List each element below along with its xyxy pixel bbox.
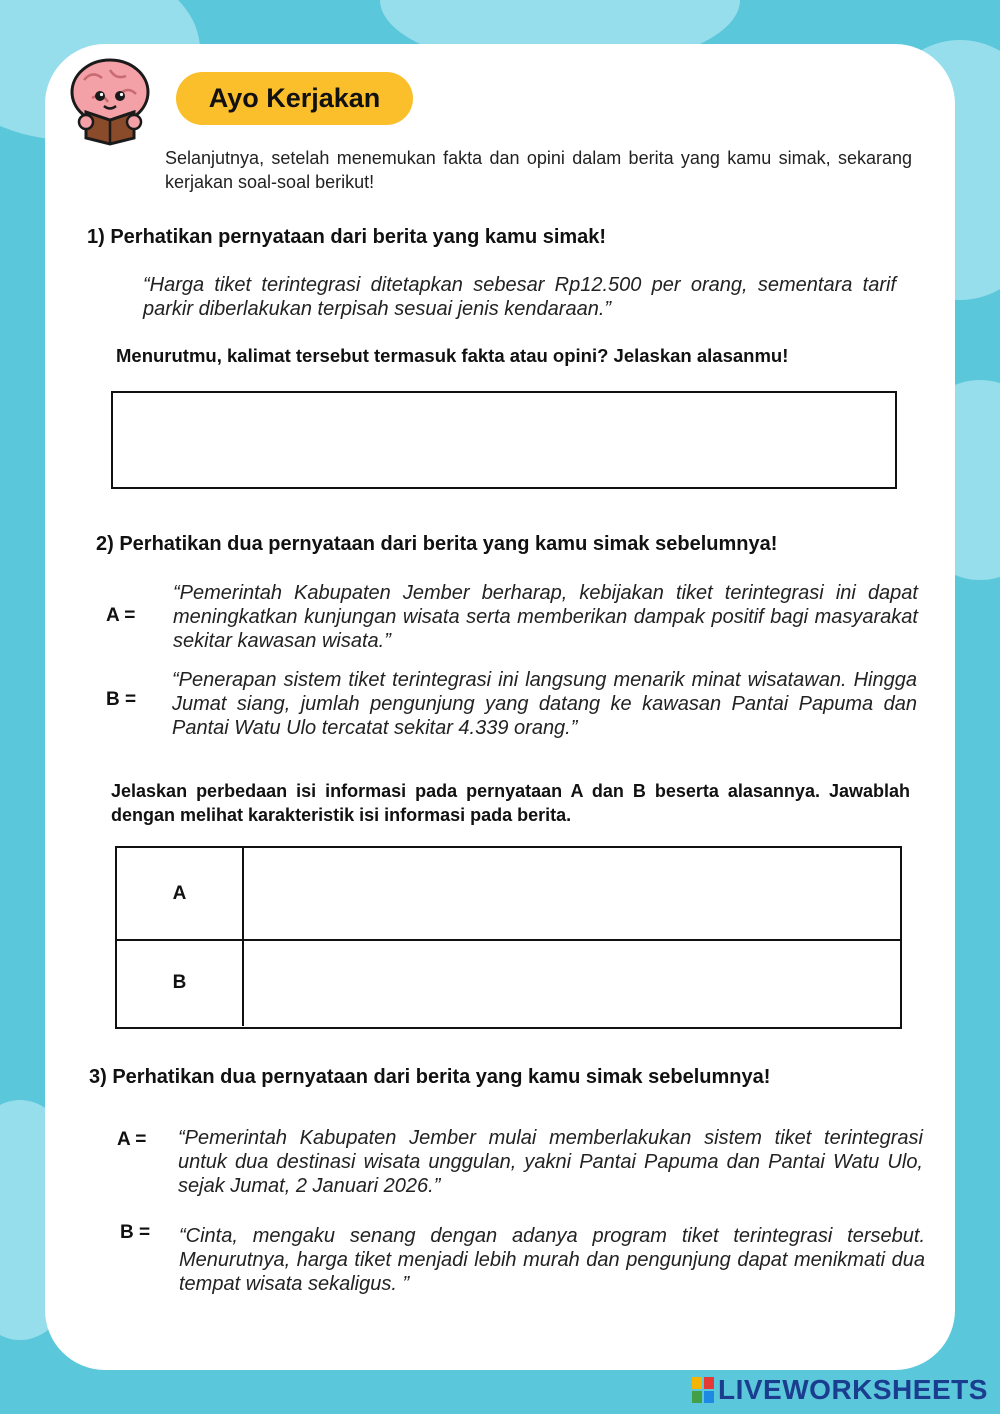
logo-text: LIVEWORKSHEETS xyxy=(718,1374,988,1405)
answer-table xyxy=(115,846,902,1029)
logo-blocks-icon xyxy=(692,1377,714,1403)
liveworksheets-logo xyxy=(692,1371,988,1409)
question-2-instruction: Jelaskan perbedaan isi informasi pada pernyataan A dan B beserta alasannya. Jawablah dengan melihat karakteristik isi informasi pada berita. xyxy=(111,781,910,825)
question-1-instruction: Menurutmu, kalimat tersebut termasuk fakta atau opini? Jelaskan alasanmu! xyxy=(116,345,789,366)
statement-a-quote: “Pemerintah Kabupaten Jember berharap, kebijakan tiket terintegrasi ini dapat meningkatkan kunjungan wisata serta memberikan dampak positif bagi masyarakat sekitar kawasan wisata.” xyxy=(173,582,918,652)
question-1-answer-box[interactable] xyxy=(111,391,897,489)
answer-cell-b[interactable] xyxy=(244,939,900,1026)
statement-b-label: B = xyxy=(106,689,137,710)
question-3-heading: 3) Perhatikan dua pernyataan dari berita yang kamu simak sebelumnya! xyxy=(89,1066,771,1088)
statement-a-label: A = xyxy=(117,1129,147,1150)
table-row xyxy=(117,939,900,1026)
table-row xyxy=(117,848,900,941)
statement-a-quote: “Pemerintah Kabupaten Jember mulai memberlakukan sistem tiket terintegrasi untuk dua destinasi wisata unggulan, yakni Pantai Papuma dan Pantai Watu Ulo, sejak Jumat, 2 Januari 2026.” xyxy=(178,1127,923,1197)
row-label-b: B xyxy=(117,939,244,1026)
statement-b-label: B = xyxy=(120,1222,151,1243)
section-title: Ayo Kerjakan xyxy=(208,83,381,113)
brain-mascot-icon xyxy=(62,50,158,146)
statement-b-quote: “Penerapan sistem tiket terintegrasi ini langsung menarik minat wisatawan. Hingga Jumat siang, jumlah pengunjung yang datang ke kawasan Pantai Papuma dan Pantai Watu Ulo tercatat sekitar 4.339 orang.” xyxy=(172,669,917,739)
question-1-quote: “Harga tiket terintegrasi ditetapkan sebesar Rp12.500 per orang, sementara tarif parkir diberlakukan terpisah sesuai jenis kendaraan.” xyxy=(143,274,896,320)
section-title-badge xyxy=(176,72,413,125)
statement-b-quote: “Cinta, mengaku senang dengan adanya program tiket terintegrasi tersebut. Menurutnya, harga tiket menjadi lebih murah dan pengunjung dapat menikmati dua tempat wisata sekaligus. ” xyxy=(179,1225,925,1295)
question-2-heading: 2) Perhatikan dua pernyataan dari berita yang kamu simak sebelumnya! xyxy=(96,533,778,555)
row-label-a: A xyxy=(117,848,244,939)
statement-a-label: A = xyxy=(106,605,136,626)
intro-text: Selanjutnya, setelah menemukan fakta dan opini dalam berita yang kamu simak, sekarang kerjakan soal-soal berikut! xyxy=(165,148,912,192)
question-1-heading: 1) Perhatikan pernyataan dari berita yang kamu simak! xyxy=(87,226,607,248)
answer-cell-a[interactable] xyxy=(244,848,900,939)
